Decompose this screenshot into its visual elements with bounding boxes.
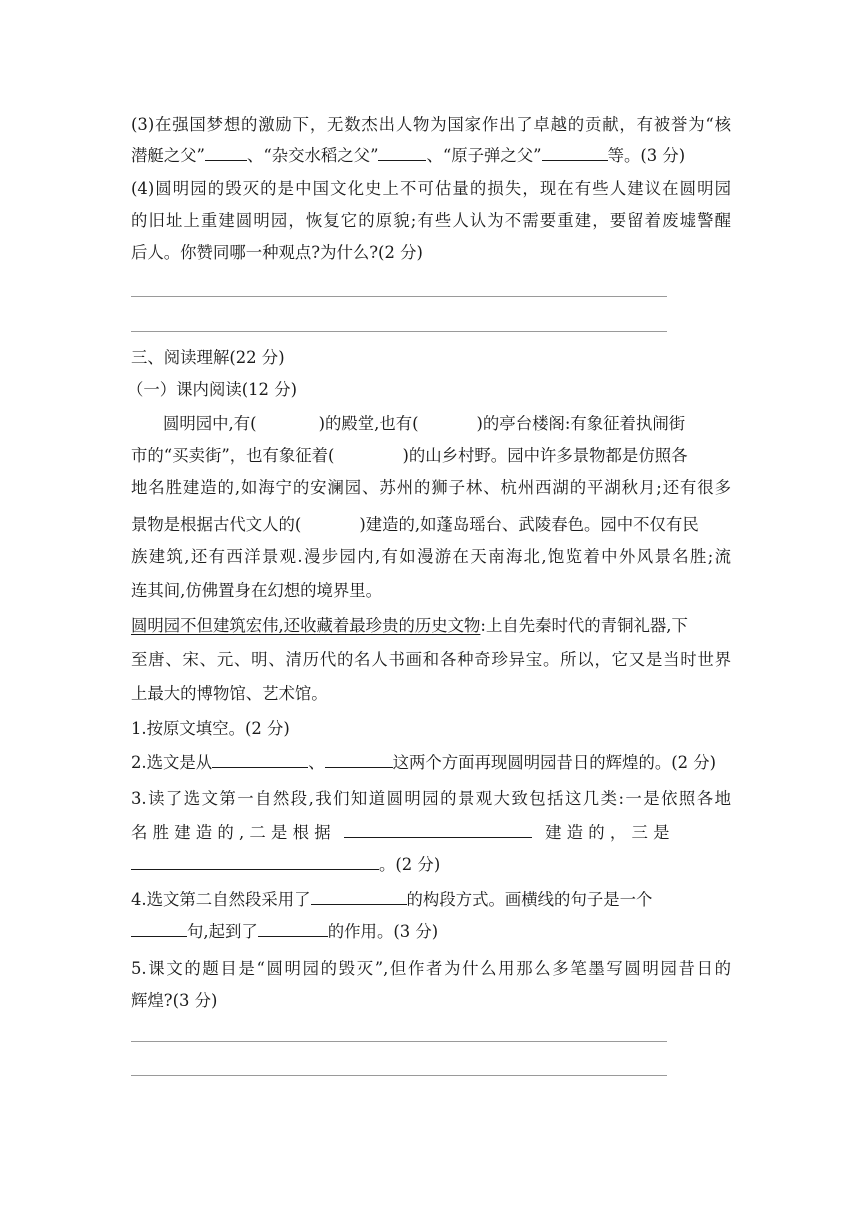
answer-line[interactable] [131, 1041, 667, 1042]
passage-line-2: 市的“买卖街”，也有象征着( )的山乡村野。园中许多景物都是仿照各 [131, 446, 688, 465]
answer-blank[interactable] [131, 854, 379, 870]
q4-line-3: 后人。你赞同哪一种观点?为什么?(2 分) [131, 243, 423, 262]
question-3-line-3: 。(2 分) [131, 854, 440, 876]
answer-blank[interactable] [311, 889, 407, 905]
answer-blank[interactable] [205, 145, 247, 161]
passage-line-1: 圆明园中,有( )的殿堂,也有( )的亭台楼阁:有象征着执闹街 [163, 414, 686, 433]
q4-line-1: (4)圆明园的毁灭的是中国文化史上不可估量的损失，现在有些人建议在圆明园 [131, 179, 731, 198]
question-5-line-2: 辉煌?(3 分) [131, 991, 218, 1010]
underlined-sentence: 圆明园不但建筑宏伟,还收藏着最珍贵的历史文物 [131, 616, 481, 635]
q3-text-c: 、“原子弹之父” [426, 146, 542, 165]
answer-blank[interactable] [258, 921, 328, 937]
q3-text-a: 潜艇之父” [131, 146, 205, 165]
answer-blank[interactable] [542, 145, 608, 161]
passage-line-5: 族建筑,还有西洋景观.漫步园内,有如漫游在天南海北,饱览着中外风景名胜;流 [131, 547, 731, 566]
answer-line[interactable] [131, 331, 667, 332]
answer-line[interactable] [131, 296, 667, 297]
subsection-title: （一）课内阅读(12 分) [127, 380, 297, 399]
q3-text-b: 、“杂交水稻之父” [246, 146, 379, 165]
question-2: 2.选文是从 、 这两个方面再现圆明园昔日的辉煌的。(2 分) [131, 753, 717, 772]
question-3-line-2: 名 胜 建 造 的 , 二 是 根 据 建 造 的 ， 三 是 [131, 823, 670, 842]
answer-blank[interactable] [378, 145, 426, 161]
question-5-line-1: 5.课文的题目是“圆明园的毁灭”,但作者为什么用那么多笔墨写圆明园昔日的 [131, 959, 731, 978]
question-3-line-1: 3.读了选文第一自然段,我们知道圆明园的景观大致包括这几类:一是依照各地 [131, 789, 731, 808]
question-1: 1.按原文填空。(2 分) [131, 719, 290, 738]
q3-text-d: 等。(3 分) [607, 146, 686, 165]
passage-line-7: 圆明园不但建筑宏伟,还收藏着最珍贵的历史文物:上自先秦时代的青铜礼器,下 [131, 616, 688, 635]
passage-line-8: 至唐、宋、元、明、清历代的名人书画和各种奇珍异宝。所以，它又是当时世界 [131, 650, 731, 669]
question-4-line-2: 句,起到了 的作用。(3 分) [131, 921, 438, 943]
answer-line[interactable] [131, 1075, 667, 1076]
passage-line-4: 景物是根据古代文人的( )建造的,如蓬岛瑶台、武陵春色。园中不仅有民 [131, 515, 699, 534]
q3-line-2 [131, 145, 685, 167]
q4-line-2: 的旧址上重建圆明园，恢复它的原貌;有些人认为不需要重建，要留着废墟警醒 [131, 211, 731, 230]
section-title: 三、阅读理解(22 分) [131, 348, 285, 367]
answer-blank[interactable] [344, 822, 532, 838]
answer-blank[interactable] [131, 921, 187, 937]
question-4-line-1: 4.选文第二自然段采用了 的构段方式。画横线的句子是一个 [131, 890, 653, 909]
passage-line-9: 上最大的博物馆、艺术馆。 [131, 684, 328, 703]
answer-blank[interactable] [325, 752, 393, 768]
answer-blank[interactable] [212, 752, 308, 768]
q3-line-1: (3)在强国梦想的激励下，无数杰出人物为国家作出了卓越的贡献，有被誉为“核 [131, 115, 731, 134]
passage-line-3: 地名胜建造的,如海宁的安澜园、苏州的狮子林、杭州西湖的平湖秋月;还有很多 [131, 478, 731, 497]
passage-line-6: 连其间,仿佛置身在幻想的境界里。 [131, 581, 383, 600]
